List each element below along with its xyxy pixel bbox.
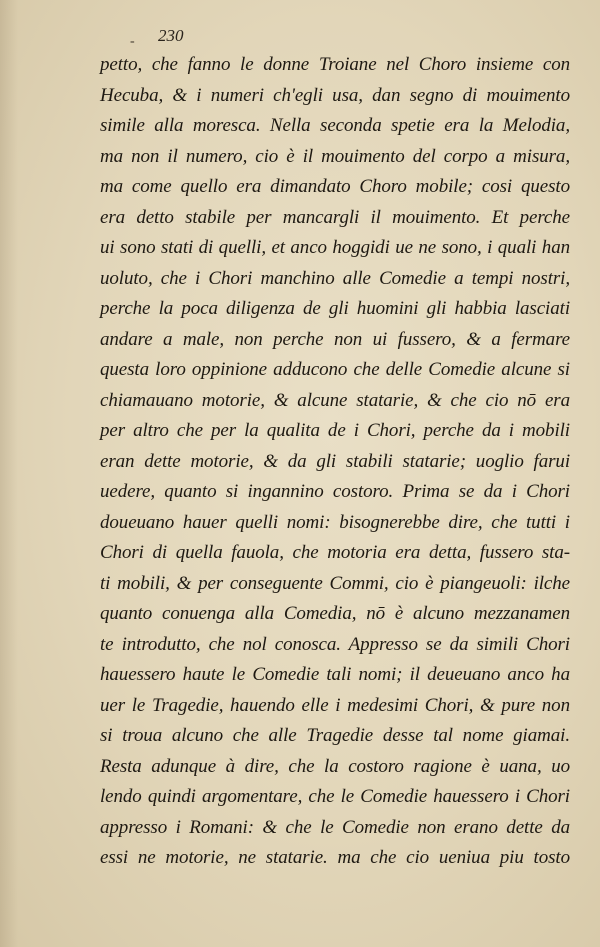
text-line: te introdutto, che nol conosca. Appresso se da simili Chori <box>100 633 570 655</box>
text-line: era detto stabile per mancargli il mouimento. Et perche <box>100 206 570 228</box>
text-line: uoluto, che i Chori manchino alle Comedie a tempi nostri, <box>100 267 570 289</box>
text-line: per altro che per la qualita de i Chori, perche da i mobili <box>100 420 570 441</box>
text-line: hauessero haute le Comedie tali nomi; il deueuano anco ha <box>100 664 570 685</box>
text-line: uer le Tragedie, hauendo elle i medesimi Chori, & pure non <box>100 694 570 716</box>
text-line: ma come quello era dimandato Choro mobile; cosi questo <box>100 176 570 197</box>
text-line: quanto conuenga alla Comedia, nō è alcuno mezzanamen <box>100 603 570 624</box>
text-line: ti mobili, & per conseguente Commi, cio è piangeuoli: ilche <box>100 572 570 594</box>
text-line: ma non il numero, cio è il mouimento del corpo a misura, <box>100 145 570 167</box>
text-line: uedere, quanto si ingannino costoro. Prima se da i Chori <box>100 481 570 502</box>
text-line: si troua alcuno che alle Tragedie desse tal nome giamai. <box>100 725 570 746</box>
text-line: doueuano hauer quelli nomi: bisognerebbe dire, che tutti i <box>100 511 570 533</box>
text-line: chiamauano motorie, & alcune statarie, & che cio nō era <box>100 389 570 411</box>
text-line: simile alla moresca. Nella seconda spetie era la Melodia, <box>100 115 570 136</box>
text-line: Hecuba, & i numeri ch'egli usa, dan segno di mouimento <box>100 84 570 106</box>
text-line: perche la poca diligenza de gli huomini gli habbia lasciati <box>100 298 570 319</box>
text-line: Resta adunque à dire, che la costoro ragione è uana, uo <box>100 755 570 777</box>
text-line: andare a male, non perche non ui fussero, & a fermare <box>100 328 570 350</box>
text-line: lendo quindi argomentare, che le Comedie hauessero i Chori <box>100 786 570 807</box>
text-block <box>100 50 570 874</box>
text-line: essi ne motorie, ne statarie. ma che cio ueniua piu tosto <box>100 847 570 868</box>
text-line: eran dette motorie, & da gli stabili statarie; uoglio farui <box>100 450 570 472</box>
text-line: questa loro oppinione adducono che delle Comedie alcune si <box>100 359 570 380</box>
text-line: Chori di quella fauola, che motoria era detta, fussero sta- <box>100 542 570 563</box>
text-line: appresso i Romani: & che le Comedie non erano dette da <box>100 816 570 838</box>
margin-mark: - <box>130 34 135 49</box>
page-number: 230 <box>158 26 184 45</box>
text-line: petto, che fanno le donne Troiane nel Choro insieme con <box>100 54 570 75</box>
text-line: ui sono stati di quelli, et anco hoggidi ue ne sono, i quali han <box>100 237 570 258</box>
